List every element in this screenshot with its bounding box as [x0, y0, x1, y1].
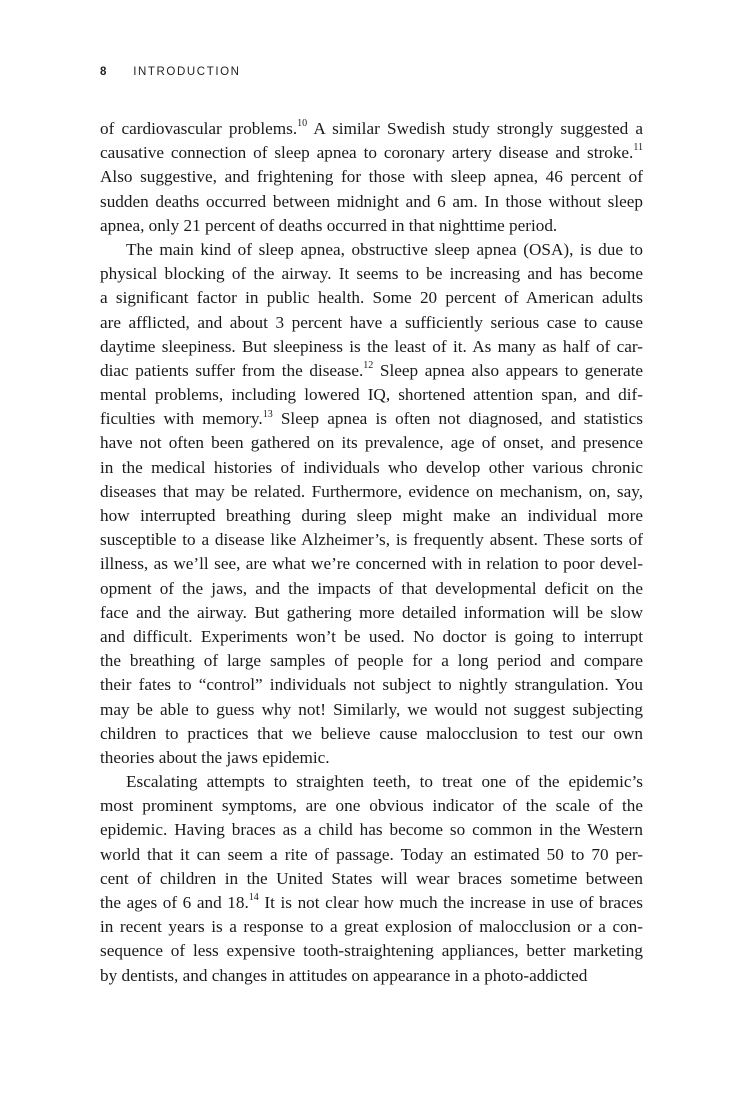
text-line	[100, 407, 643, 431]
text-line	[100, 867, 643, 891]
text-line	[100, 746, 643, 770]
text-line	[100, 528, 643, 552]
text-segment: cent of children in the United States will wear braces sometime between	[100, 868, 643, 888]
text-segment: A similar Swedish study strongly suggested a	[307, 119, 643, 138]
text-segment: and difficult. Experiments won’t be used. No doctor is going to interrupt	[100, 626, 643, 646]
text-segment: susceptible to a disease like Alzheimer’s, is frequently absent. These sorts of	[100, 530, 643, 550]
text-line	[100, 117, 643, 141]
text-line	[100, 722, 643, 746]
text-line	[100, 770, 643, 794]
text-segment: sudden deaths occurred between midnight and 6 am. In those without sleep	[100, 191, 643, 211]
text-segment: face and the airway. But gathering more detailed information will be slow	[100, 602, 643, 622]
text-line	[100, 456, 643, 480]
text-line	[100, 480, 643, 504]
text-line	[100, 190, 643, 214]
text-segment: in recent years is a response to a great explosion of malocclusion or a con-	[100, 917, 643, 937]
text-segment: mental problems, including lowered IQ, shortened attention span, and dif-	[100, 385, 643, 405]
text-segment: by dentists, and changes in attitudes on appearance in a photo-addicted	[100, 965, 588, 985]
text-segment: have not often been gathered on its prevalence, age of onset, and presence	[100, 433, 643, 453]
text-line	[100, 335, 643, 359]
text-line	[100, 504, 643, 528]
text-segment: Sleep apnea also appears to generate	[373, 360, 643, 380]
paragraph	[100, 117, 643, 238]
text-line	[100, 311, 643, 335]
text-line	[100, 383, 643, 407]
text-segment: theories about the jaws epidemic.	[100, 747, 330, 767]
text-segment: diac patients suffer from the disease.	[100, 360, 364, 380]
page-number: 8	[100, 66, 107, 78]
text-line	[100, 649, 643, 673]
text-segment: apnea, only 21 percent of deaths occurred in that nighttime period.	[100, 215, 558, 235]
text-line	[100, 165, 643, 189]
text-segment: are afflicted, and about 3 percent have a sufficiently serious case to cause	[100, 312, 643, 332]
text-segment: most prominent symptoms, are one obvious indicator of the scale of the	[100, 796, 643, 816]
text-segment: the ages of 6 and 18.	[100, 893, 249, 912]
text-line	[100, 698, 643, 722]
text-line	[100, 238, 643, 262]
footnote-marker: 13	[262, 408, 273, 420]
text-segment: Sleep apnea is often not diagnosed, and statistics	[272, 409, 643, 429]
running-head	[100, 66, 241, 78]
text-line	[100, 141, 643, 165]
text-segment: ficulties with memory.	[100, 409, 263, 429]
footnote-marker: 11	[633, 142, 643, 154]
footnote-marker: 12	[363, 360, 374, 372]
text-line	[100, 601, 643, 625]
paragraph	[100, 238, 643, 770]
text-segment: epidemic. Having braces as a child has become so common in the Western	[100, 820, 643, 840]
text-line	[100, 843, 643, 867]
text-segment: physical blocking of the airway. It seems to be increasing and has become	[100, 264, 643, 284]
text-segment: world that it can seem a rite of passage. Today an estimated 50 to 70 per-	[100, 844, 643, 864]
text-line	[100, 577, 643, 601]
text-line	[100, 939, 643, 963]
text-line	[100, 431, 643, 455]
text-segment: opment of the jaws, and the impacts of that developmental deficit on the	[100, 578, 643, 598]
text-segment: in the medical histories of individuals who develop other various chronic	[100, 457, 643, 477]
text-segment: children to practices that we believe cause malocclusion to test our own	[100, 723, 643, 743]
text-segment: diseases that may be related. Furthermore, evidence on mechanism, on, say,	[100, 481, 643, 501]
footnote-marker: 10	[297, 118, 308, 130]
paragraph	[100, 770, 643, 988]
text-segment: Escalating attempts to straighten teeth, to treat one of the epidemic’s	[126, 772, 643, 792]
text-segment: the breathing of large samples of people for a long period and compare	[100, 651, 643, 671]
body-text	[100, 117, 643, 988]
text-line	[100, 552, 643, 576]
text-segment: of cardiovascular problems.	[100, 119, 298, 138]
text-segment: sequence of less expensive tooth-straightening appliances, better marketing	[100, 941, 643, 961]
text-line	[100, 262, 643, 286]
text-line	[100, 818, 643, 842]
text-line	[100, 359, 643, 383]
text-line	[100, 794, 643, 818]
text-line	[100, 964, 643, 988]
footnote-marker: 14	[248, 892, 259, 904]
text-segment: a significant factor in public health. Some 20 percent of American adults	[100, 288, 643, 308]
text-line	[100, 625, 643, 649]
text-segment: Also suggestive, and frightening for those with sleep apnea, 46 percent of	[100, 167, 643, 187]
text-segment: illness, as we’ll see, are what we’re concerned with in relation to poor devel-	[100, 554, 643, 574]
text-line	[100, 915, 643, 939]
text-line	[100, 286, 643, 310]
running-title: INTRODUCTION	[133, 66, 241, 78]
text-segment: how interrupted breathing during sleep might make an individual more	[100, 506, 643, 525]
text-segment: It is not clear how much the increase in use of braces	[258, 893, 643, 912]
text-line	[100, 673, 643, 697]
text-line	[100, 214, 643, 238]
text-line	[100, 891, 643, 915]
text-segment: may be able to guess why not! Similarly, we would not suggest subjecting	[100, 699, 643, 719]
text-segment: The main kind of sleep apnea, obstructive sleep apnea (OSA), is due to	[126, 239, 643, 259]
text-segment: their fates to “control” individuals not subject to nightly strangulation. You	[100, 675, 643, 695]
text-segment: causative connection of sleep apnea to coronary artery disease and stroke.	[100, 143, 634, 163]
text-segment: daytime sleepiness. But sleepiness is the least of it. As many as half of car-	[100, 336, 643, 356]
